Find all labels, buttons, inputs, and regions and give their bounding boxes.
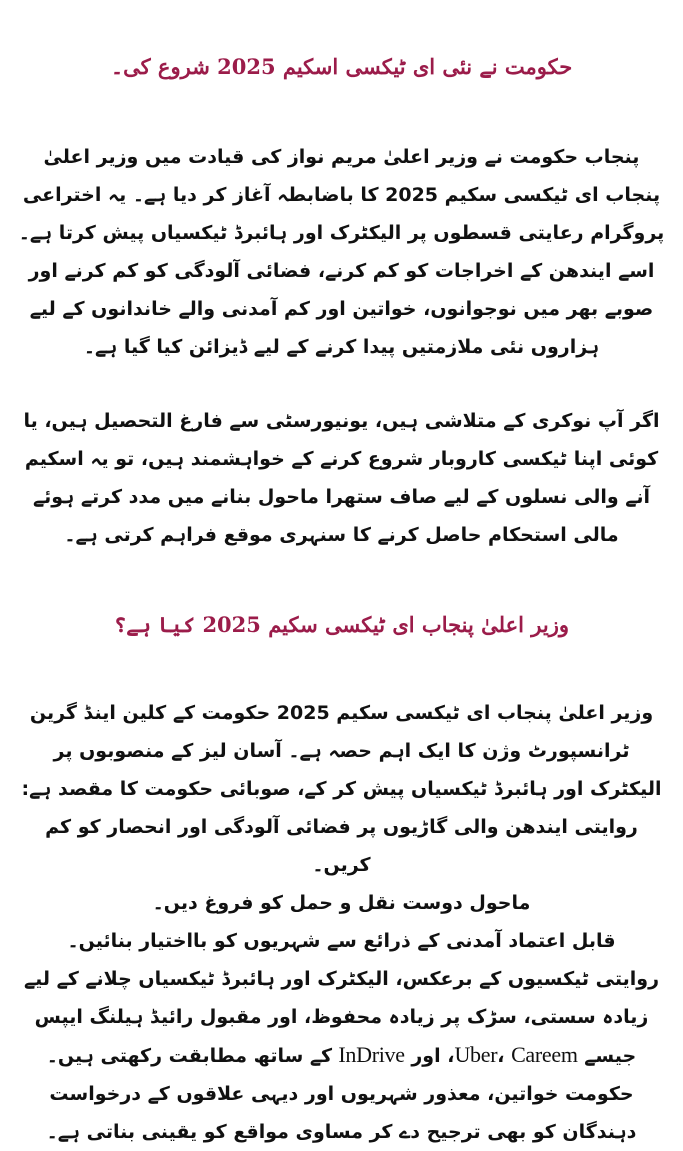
brand-indrive: InDrive xyxy=(338,1042,405,1067)
separator: ، اور xyxy=(404,1045,455,1067)
goal-item: ماحول دوست نقل و حمل کو فروغ دیں۔ xyxy=(152,892,531,914)
closing-text-part1: روایتی ٹیکسیوں کے برعکس، الیکٹرک اور ہائبرڈ ٹیکسیاں چلانے کے لیے زیادہ سستی، سڑک پر زیادہ محفوظ، اور مقبول رائیڈ ہیلنگ ایپس جیسے xyxy=(23,968,660,1067)
goal-item: روایتی ایندھن والی گاڑیوں پر فضائی آلودگی اور انحصار کو کم کریں۔ xyxy=(45,816,638,876)
page-title: حکومت نے نئی ای ٹیکسی اسکیم 2025 شروع کی۔ xyxy=(110,54,573,79)
intro-paragraph-1: پنجاب حکومت نے وزیر اعلیٰ مریم نواز کی قیادت میں وزیر اعلیٰ پنجاب ای ٹیکسی سکیم 2025 کا باضابطہ آغاز کر دیا ہے۔ یہ اختراعی پروگرام رعایتی قسطوں پر الیکٹرک اور ہائبرڈ ٹیکسیاں پیش کرتا ہے۔ اسے ایندھن کے اخراجات کو کم کرنے، فضائی آلودگی کو کم کرنے اور صوبے بھر میں نوجوانوں، خواتین اور کم آمدنی والے خاندانوں کے لیے ہزاروں نئی ملازمتیں پیدا کرنے کے لیے ڈیزائن کیا گیا ہے۔ xyxy=(18,146,665,358)
brand-careem: Careem xyxy=(511,1042,578,1067)
goal-item: قابل اعتماد آمدنی کے ذرائع سے شہریوں کو بااختیار بنائیں۔ xyxy=(67,930,616,952)
closing-text-part2: کے ساتھ مطابقت رکھتی ہیں۔ حکومت خواتین، معذور شہریوں اور دیہی علاقوں کے درخواست دہندگان کو بھی ترجیح دے کر مساوی مواقع کو یقینی بناتی ہے۔ xyxy=(46,1045,637,1143)
intro-paragraph-2: اگر آپ نوکری کے متلاشی ہیں، یونیورسٹی سے فارغ التحصیل ہیں، یا کوئی اپنا ٹیکسی کاروبار شروع کرنے کے خواہشمند ہیں، تو یہ اسکیم آنے والی نسلوں کے لیے صاف ستھرا ماحول بنانے میں مدد کرتے ہوئے مالی استحکام حاصل کرنے کا سنہری موقع فراہم کرتی ہے۔ xyxy=(23,410,660,546)
section-paragraph: وزیر اعلیٰ پنجاب ای ٹیکسی سکیم 2025 حکومت کے کلین اینڈ گرین ٹرانسپورٹ وژن کا ایک اہم حصہ ہے۔ آسان لیز کے منصوبوں پر الیکٹرک اور ہائبرڈ ٹیکسیاں پیش کر کے، صوبائی حکومت کا مقصد ہے: xyxy=(21,702,662,800)
closing-paragraph xyxy=(16,960,667,1151)
brand-uber: Uber xyxy=(454,1042,498,1067)
separator: ، xyxy=(497,1045,512,1067)
section-heading: وزیر اعلیٰ پنجاب ای ٹیکسی سکیم 2025 کیا ہے؟ xyxy=(113,612,569,637)
goals-list xyxy=(16,808,667,960)
